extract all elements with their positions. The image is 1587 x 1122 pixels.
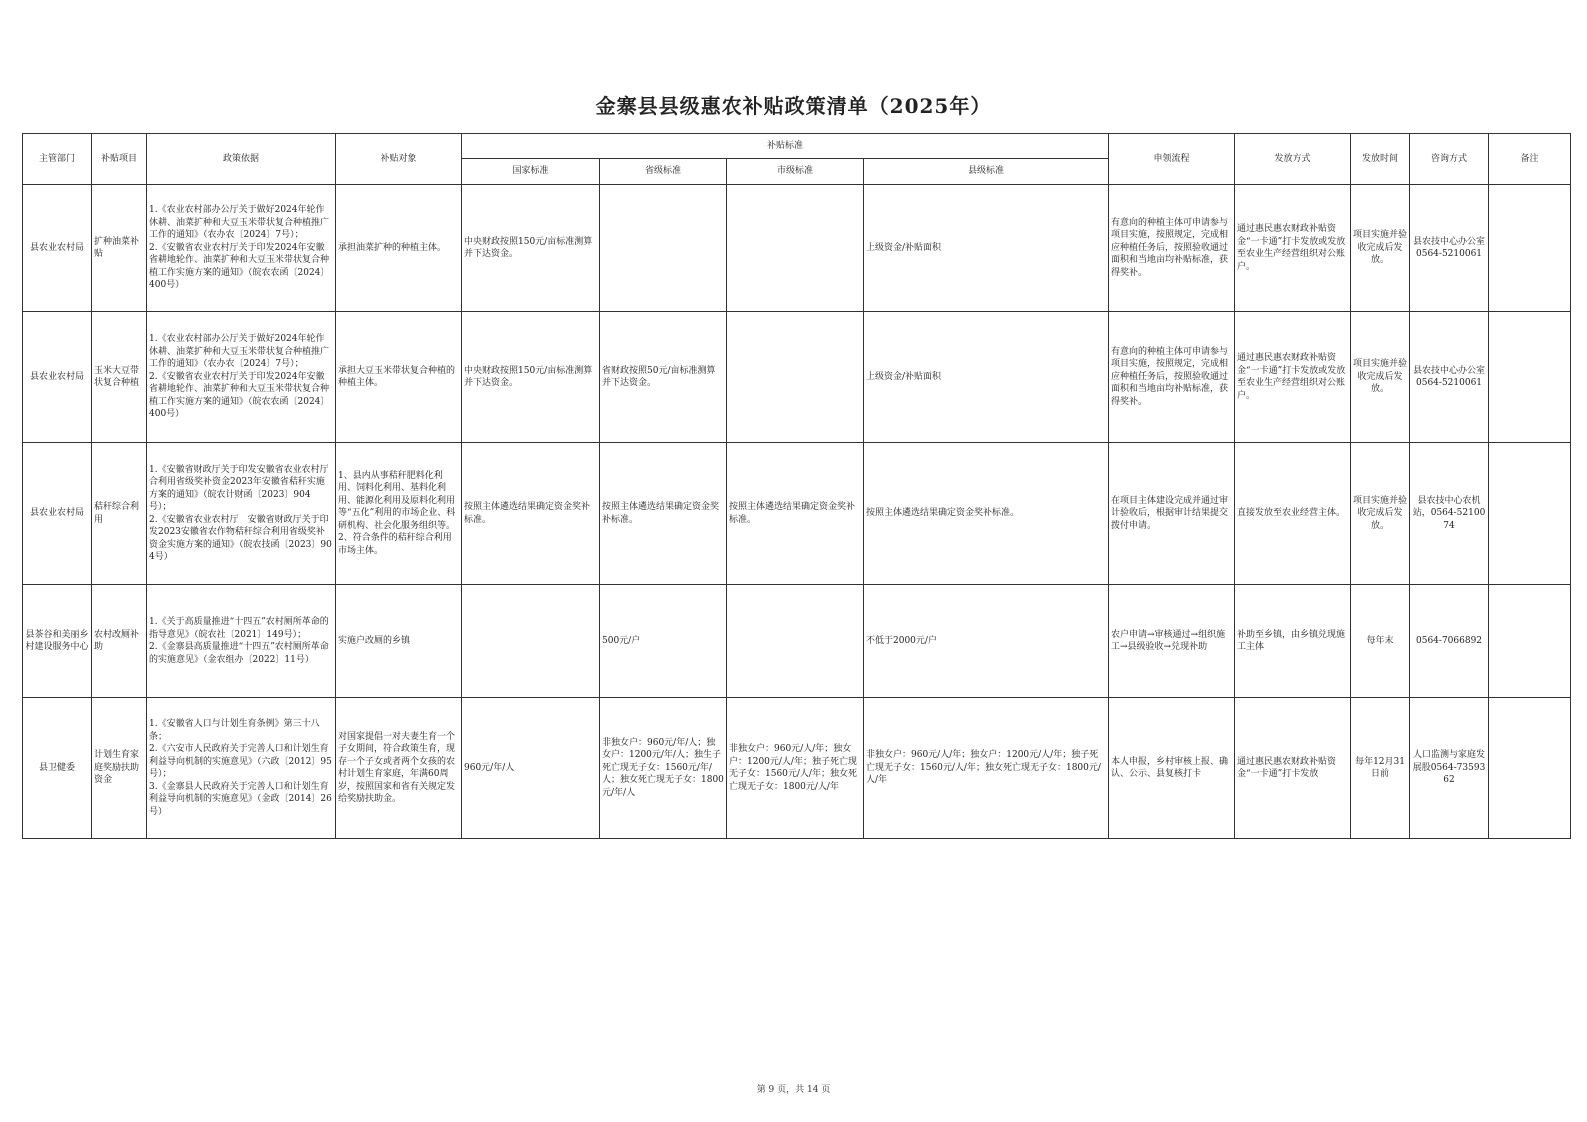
cell-contact: 县农技中心农机站，0564-5210074	[1410, 443, 1489, 585]
cell-national: 中央财政按照150元/亩标准测算并下达资金。	[462, 312, 600, 443]
header-provincial: 省级标准	[600, 159, 727, 185]
cell-time: 项目实施并验收完成后发放。	[1351, 312, 1410, 443]
cell-provincial: 按照主体遴选结果确定资金奖补标准。	[600, 443, 727, 585]
cell-county: 非独女户：960元/人/年；独女户：1200元/人/年；独子死亡现无子女：1560元/人/年；独女死亡现无子女：1800元/人/年	[864, 698, 1109, 839]
header-standard-group: 补贴标准	[462, 134, 1109, 159]
header-process: 申领流程	[1109, 134, 1235, 185]
header-remark: 备注	[1489, 134, 1571, 185]
header-county: 县级标准	[864, 159, 1109, 185]
cell-remark	[1489, 585, 1571, 698]
cell-municipal: 按照主体遴选结果确定资金奖补标准。	[727, 443, 864, 585]
header-department: 主管部门	[23, 134, 92, 185]
cell-provincial	[600, 185, 727, 312]
cell-target: 实施户改厕的乡镇	[336, 585, 462, 698]
page-footer: 第 9 页，共 14 页	[756, 1085, 831, 1095]
cell-project: 扩种油菜补贴	[92, 185, 147, 312]
cell-contact: 县农技中心办公室0564-5210061	[1410, 312, 1489, 443]
cell-national: 960元/年/人	[462, 698, 600, 839]
cell-basis: 1.《安徽省财政厅关于印发安徽省农业农村厅合利用省级奖补资金2023年安徽省秸秆实施方案的通知》（皖农计财函〔2023〕904号）； 2.《安徽省农业农村厅 安徽省财政厅关于印发2023安徽省农作物秸秆综合利用省级奖补资金实施方案的通知》（皖农技函〔2023〕904号）	[147, 443, 336, 585]
header-time: 发放时间	[1351, 134, 1410, 185]
cell-county: 按照主体遴选结果确定资金奖补标准。	[864, 443, 1109, 585]
cell-national	[462, 585, 600, 698]
cell-basis: 1.《农业农村部办公厅关于做好2024年轮作休耕、油菜扩种和大豆玉米带状复合种植推广工作的通知》（农办农〔2024〕7号）； 2.《安徽省农业农村厅关于印发2024年安徽省耕地轮作、油菜扩种和大豆玉米带状复合种植工作实施方案的通知》（皖农农函〔2024〕400号）	[147, 185, 336, 312]
cell-department: 县农业农村局	[23, 312, 92, 443]
header-row-1	[23, 134, 1571, 159]
cell-county: 不低于2000元/户	[864, 585, 1109, 698]
cell-contact: 人口监测与家庭发展股0564-7359362	[1410, 698, 1489, 839]
cell-department: 县卫健委	[23, 698, 92, 839]
header-method: 发放方式	[1235, 134, 1351, 185]
cell-national: 中央财政按照150元/亩标准测算并下达资金。	[462, 185, 600, 312]
cell-process: 在项目主体建设完成并通过审计验收后，根据审计结果提交拨付申请。	[1109, 443, 1235, 585]
cell-target: 承担大豆玉米带状复合种植的种植主体。	[336, 312, 462, 443]
cell-method: 补助至乡镇，由乡镇兑现施工主体	[1235, 585, 1351, 698]
cell-time: 项目实施并验收完成后发放。	[1351, 443, 1410, 585]
cell-project: 玉米大豆带状复合种植	[92, 312, 147, 443]
cell-target: 承担油菜扩种的种植主体。	[336, 185, 462, 312]
cell-time: 项目实施并验收完成后发放。	[1351, 185, 1410, 312]
cell-time: 每年末	[1351, 585, 1410, 698]
cell-remark	[1489, 698, 1571, 839]
header-basis: 政策依据	[147, 134, 336, 185]
cell-department: 县茶谷和美丽乡村建设服务中心	[23, 585, 92, 698]
cell-contact: 县农技中心办公室0564-5210061	[1410, 185, 1489, 312]
header-project: 补贴项目	[92, 134, 147, 185]
cell-county: 上级资金/补贴面积	[864, 185, 1109, 312]
cell-contact: 0564-7066892	[1410, 585, 1489, 698]
cell-department: 县农业农村局	[23, 185, 92, 312]
cell-method: 通过惠民惠农财政补贴资金“一卡通”打卡发放	[1235, 698, 1351, 839]
cell-provincial: 省财政按照50元/亩标准测算并下达资金。	[600, 312, 727, 443]
header-municipal: 市级标准	[727, 159, 864, 185]
cell-target: 1、县内从事秸秆肥料化利用、饲料化利用、基料化利用、能源化利用及原料化利用等“五化”利用的市场企业、科研机构、社会化服务组织等。 2、符合条件的秸秆综合利用市场主体。	[336, 443, 462, 585]
table-row	[23, 698, 1571, 839]
header-contact: 咨询方式	[1410, 134, 1489, 185]
cell-municipal	[727, 312, 864, 443]
cell-project: 计划生育家庭奖励扶助资金	[92, 698, 147, 839]
cell-method: 直接发放至农业经营主体。	[1235, 443, 1351, 585]
cell-process: 本人申报，乡村审核上报、确认、公示、县复核打卡	[1109, 698, 1235, 839]
cell-basis: 1.《关于高质量推进“十四五”农村厕所革命的指导意见》（皖农社〔2021〕149号）； 2.《金寨县高质量推进“十四五”农村厕所革命的实施意见》（金农组办〔2022〕11号）	[147, 585, 336, 698]
cell-provincial: 500元/户	[600, 585, 727, 698]
policy-table	[22, 133, 1571, 839]
table-row	[23, 443, 1571, 585]
cell-process: 有意向的种植主体可申请参与项目实施，按照规定，完成相应种植任务后，按照验收通过面积和当地亩均补贴标准，获得奖补。	[1109, 312, 1235, 443]
header-national: 国家标准	[462, 159, 600, 185]
cell-method: 通过惠民惠农财政补贴资金“一卡通”打卡发放或发放至农业生产经营组织对公账户。	[1235, 185, 1351, 312]
cell-basis: 1.《农业农村部办公厅关于做好2024年轮作休耕、油菜扩种和大豆玉米带状复合种植推广工作的通知》（农办农〔2024〕7号）； 2.《安徽省农业农村厅关于印发2024年安徽省耕地轮作、油菜扩种和大豆玉米带状复合种植工作实施方案的通知》（皖农农函〔2024〕400号）	[147, 312, 336, 443]
cell-process: 有意向的种植主体可申请参与项目实施，按照规定，完成相应种植任务后，按照验收通过面积和当地亩均补贴标准，获得奖补。	[1109, 185, 1235, 312]
cell-municipal	[727, 185, 864, 312]
cell-project: 秸秆综合利用	[92, 443, 147, 585]
cell-remark	[1489, 443, 1571, 585]
table-row	[23, 185, 1571, 312]
cell-department: 县农业农村局	[23, 443, 92, 585]
cell-national: 按照主体遴选结果确定资金奖补标准。	[462, 443, 600, 585]
cell-municipal	[727, 585, 864, 698]
cell-time: 每年12月31日前	[1351, 698, 1410, 839]
page-title: 金寨县县级惠农补贴政策清单（2025年）	[595, 94, 992, 118]
cell-remark	[1489, 312, 1571, 443]
cell-target: 对国家提倡一对夫妻生育一个子女期间，符合政策生育，现存一个子女或者两个女孩的农村计划生育家庭，年满60周岁，按照国家和省有关规定发给奖励扶助金。	[336, 698, 462, 839]
header-target: 补贴对象	[336, 134, 462, 185]
cell-remark	[1489, 185, 1571, 312]
cell-provincial: 非独女户：960元/年/人；独女户：1200元/年/人；独生子死亡现无子女：1560元/年/人；独女死亡现无子女：1800元/年/人	[600, 698, 727, 839]
cell-county: 上级资金/补贴面积	[864, 312, 1109, 443]
cell-municipal: 非独女户：960元/人/年；独女户：1200元/人/年；独子死亡现无子女：1560元/人/年；独女死亡现无子女：1800元/人/年	[727, 698, 864, 839]
cell-basis: 1.《安徽省人口与计划生育条例》第三十八条； 2.《六安市人民政府关于完善人口和计划生育利益导向机制的实施意见》（六政〔2012〕95号）； 3.《金寨县人民政府关于完善人口和计划生育利益导向机制的实施意见》（金政〔2014〕26号）	[147, 698, 336, 839]
cell-method: 通过惠民惠农财政补贴资金“一卡通”打卡发放或发放至农业生产经营组织对公账户。	[1235, 312, 1351, 443]
table-row	[23, 312, 1571, 443]
cell-project: 农村改厕补助	[92, 585, 147, 698]
table-row	[23, 585, 1571, 698]
cell-process: 农户申请→审核通过→组织施工→县级验收→兑现补助	[1109, 585, 1235, 698]
table-body	[23, 185, 1571, 839]
